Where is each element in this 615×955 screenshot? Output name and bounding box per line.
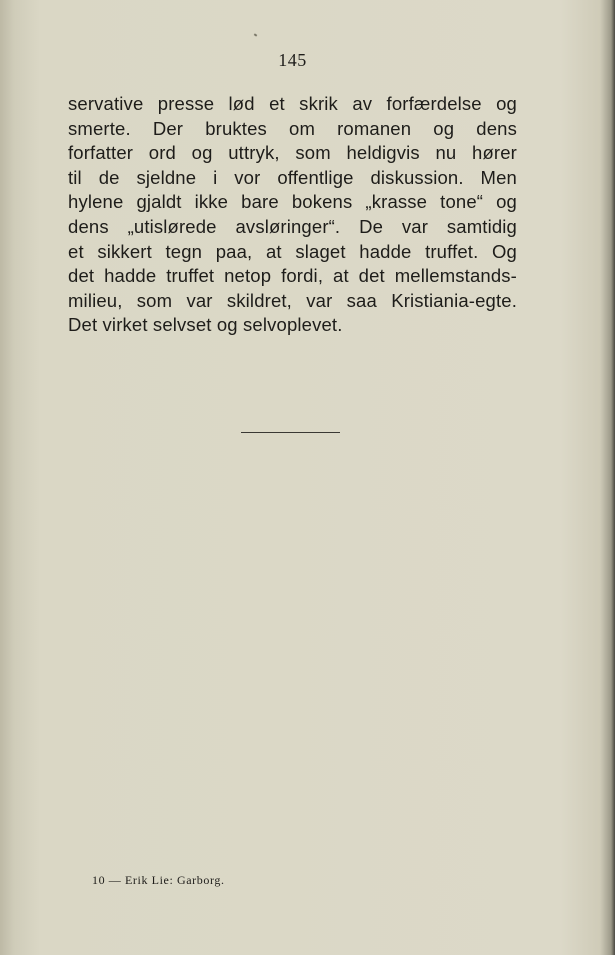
page-number: 145 [278, 50, 307, 70]
text-line: servative presse lød et skrik av forfærdelse og [68, 93, 517, 114]
text-line: smerte. Der bruktes om romanen og dens [68, 117, 517, 139]
text-line: milieu, som var skildret, var saa Kristiania-egte. [68, 289, 517, 311]
text-line: til de sjeldne i vor offentlige diskussion. Men [68, 166, 517, 188]
text-line: forfatter ord og uttryk, som heldigvis nu hører [68, 142, 517, 164]
body-paragraph [68, 92, 517, 338]
text-line: Det virket selvset og selvoplevet. [68, 314, 343, 336]
text-line: dens „utislørede avsløringer“. De var samtidig [68, 215, 517, 237]
text-line: hylene gjaldt ikke bare bokens „krasse tone“ og [68, 191, 517, 213]
signature-mark: 10 — Erik Lie: Garborg. [92, 873, 225, 887]
paper-speck [254, 33, 258, 36]
text-line: det hadde truffet netop fordi, at det mellemstands- [68, 265, 517, 287]
text-line: et sikkert tegn paa, at slaget hadde truffet. Og [68, 240, 517, 262]
section-divider [241, 432, 340, 433]
